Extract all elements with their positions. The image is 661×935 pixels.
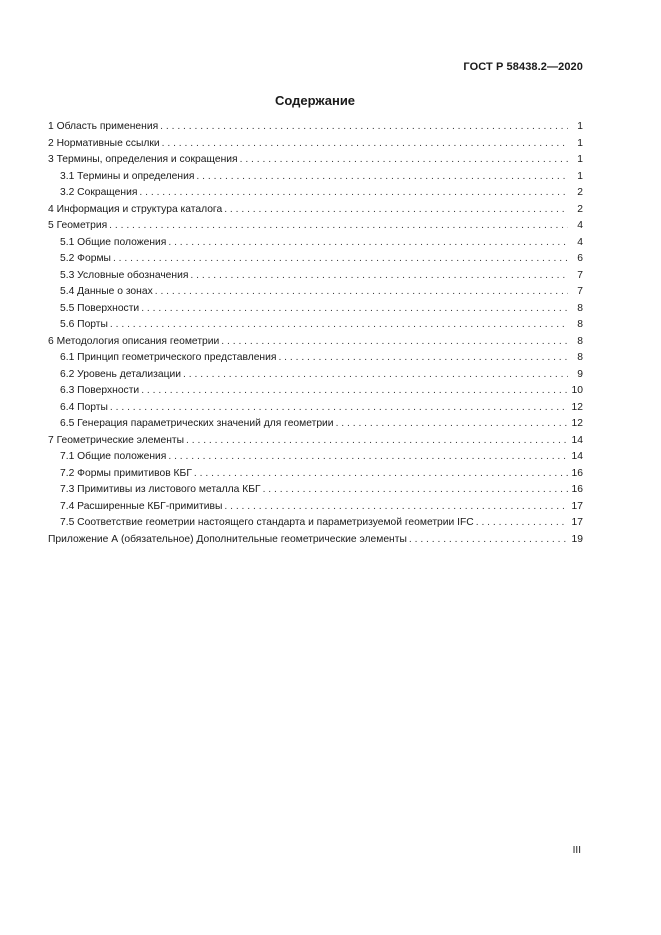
table-of-contents [48,119,583,548]
toc-entry-page: 16 [571,484,583,495]
leader-dots [184,433,568,450]
leader-dots [181,367,568,384]
toc-entry[interactable] [48,218,583,235]
toc-entry-page: 6 [577,253,583,264]
toc-entry-page: 1 [577,170,583,182]
toc-subentry[interactable] [48,367,583,384]
toc-entry-label: 3.1 Термины и определения [60,170,195,182]
toc-subentry[interactable] [48,185,583,202]
toc-subentry[interactable] [48,416,583,433]
toc-entry-label: 7.5 Соответствие геометрии настоящего стандарта и параметризуемой геометрии IFC [60,517,474,528]
standard-designation: ГОСТ Р 58438.2—2020 [463,61,583,73]
toc-subentry[interactable] [48,400,583,417]
toc-entry-label: 6.5 Генерация параметрических значений для геометрии [60,418,334,429]
toc-entry-page: 1 [577,121,583,132]
toc-entry-label: 7.4 Расширенные КБГ-примитивы [60,500,223,512]
toc-entry-page: 1 [577,137,583,149]
toc-subentry[interactable] [48,251,583,268]
toc-entry-label: 3 Термины, определения и сокращения [48,154,238,165]
toc-entry-page: 8 [577,335,583,347]
toc-entry-page: 4 [577,220,583,231]
toc-entry-page: 17 [571,517,583,528]
toc-entry[interactable] [48,136,583,153]
toc-entry-label: 6.3 Поверхности [60,385,140,396]
toc-subentry[interactable] [48,499,583,516]
leader-dots [158,119,568,136]
toc-entry-page: 17 [571,500,583,512]
toc-subentry[interactable] [48,482,583,499]
toc-entry-page: 2 [577,203,583,215]
leader-dots [222,202,568,219]
toc-subentry[interactable] [48,350,583,367]
toc-subentry[interactable] [48,317,583,334]
toc-entry-page: 2 [577,187,583,198]
toc-entry[interactable] [48,334,583,351]
toc-entry[interactable] [48,433,583,450]
toc-entry[interactable] [48,532,583,549]
toc-entry-label: 5.2 Формы [60,253,111,264]
toc-entry-label: 5.4 Данные о зонах [60,286,153,297]
leader-dots [166,449,568,466]
toc-subentry[interactable] [48,515,583,532]
toc-entry-page: 14 [571,451,583,462]
toc-entry-label: 4 Информация и структура каталога [48,203,223,215]
toc-entry-page: 16 [571,467,583,479]
leader-dots [474,515,568,532]
leader-dots [153,284,568,301]
toc-entry[interactable] [48,202,583,219]
leader-dots [107,218,568,235]
toc-entry-page: 1 [577,154,583,165]
leader-dots [261,482,568,499]
leader-dots [194,169,568,186]
toc-subentry[interactable] [48,235,583,252]
page-number: III [572,845,581,856]
leader-dots [188,268,568,285]
toc-entry-label: 7.1 Общие положения [60,451,167,462]
toc-entry-label: 2 Нормативные ссылки [48,137,160,149]
toc-entry-label: 6.4 Порты [60,401,108,413]
leader-dots [108,400,568,417]
toc-entry-label: 7.3 Примитивы из листового металла КБГ [60,484,261,495]
toc-entry-page: 19 [571,533,583,545]
toc-entry-label: 6 Методология описания геометрии [48,335,220,347]
toc-entry-page: 14 [571,434,583,446]
toc-subentry[interactable] [48,301,583,318]
toc-subentry[interactable] [48,284,583,301]
leader-dots [111,251,568,268]
toc-entry-page: 9 [577,368,583,380]
leader-dots [192,466,568,483]
leader-dots [160,136,568,153]
toc-subentry[interactable] [48,449,583,466]
leader-dots [407,532,568,549]
toc-subentry[interactable] [48,169,583,186]
leader-dots [219,334,568,351]
toc-entry-label: 6.2 Уровень детализации [60,368,182,380]
leader-dots [108,317,568,334]
toc-entry-label: 5.1 Общие положения [60,236,167,248]
toc-subentry[interactable] [48,383,583,400]
leader-dots [276,350,568,367]
toc-entry-page: 7 [577,286,583,297]
toc-entry-label: 7.2 Формы примитивов КБГ [60,467,192,479]
leader-dots [139,383,568,400]
toc-entry-page: 12 [571,418,583,429]
leader-dots [334,416,568,433]
toc-title: Содержание [274,93,356,108]
toc-entry[interactable] [48,152,583,169]
toc-entry-page: 12 [571,401,583,413]
toc-entry-page: 10 [571,385,583,396]
toc-entry-label: 3.2 Сокращения [60,187,138,198]
toc-entry-label: 5 Геометрия [48,220,108,231]
toc-entry-page: 7 [577,269,583,281]
leader-dots [139,301,568,318]
leader-dots [222,499,568,516]
toc-entry-label: 1 Область применения [48,121,159,132]
toc-subentry[interactable] [48,268,583,285]
toc-entry-label: 5.3 Условные обозначения [60,269,189,281]
toc-entry-label: 5.5 Поверхности [60,302,140,314]
leader-dots [137,185,568,202]
toc-entry-label: 5.6 Порты [60,319,108,330]
toc-entry-label: 6.1 Принцип геометрического представления [60,352,277,363]
toc-entry-label: 7 Геометрические элементы [48,434,185,446]
toc-entry-page: 8 [577,352,583,363]
toc-entry-page: 8 [577,302,583,314]
toc-entry[interactable] [48,119,583,136]
toc-subentry[interactable] [48,466,583,483]
leader-dots [166,235,568,252]
toc-entry-page: 4 [577,236,583,248]
leader-dots [238,152,568,169]
toc-entry-label: Приложение А (обязательное) Дополнительные геометрические элементы [48,533,407,545]
toc-entry-page: 8 [577,319,583,330]
